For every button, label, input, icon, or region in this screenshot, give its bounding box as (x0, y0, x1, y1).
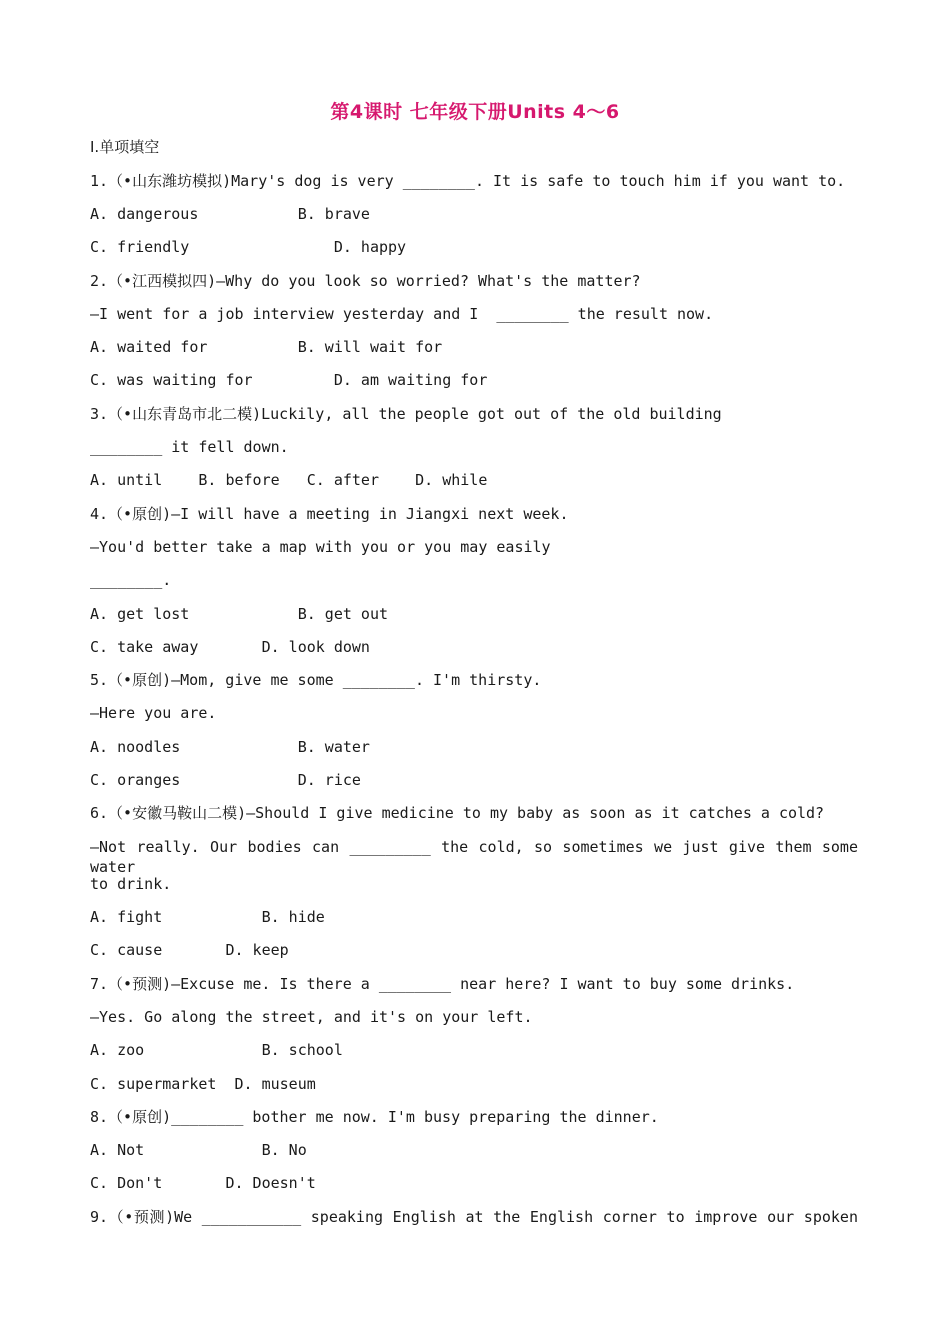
question-7-stem: 7.（•预测)—Excuse me. Is there a ________ near here? I want to buy some drinks. (90, 975, 795, 993)
question-8-options-ab: A. Not B. No (90, 1141, 307, 1159)
question-6-options-cd: C. cause D. keep (90, 941, 289, 959)
question-2-stem: 2.（•江西模拟四)—Why do you look so worried? What's the matter? (90, 272, 641, 290)
question-7-reply: —Yes. Go along the street, and it's on your left. (90, 1008, 533, 1026)
question-7-options-ab: A. zoo B. school (90, 1041, 343, 1059)
question-6-reply-cont: to drink. (90, 875, 172, 893)
question-3-options: A. until B. before C. after D. while (90, 471, 488, 489)
question-4-reply-cont: ________. (90, 571, 172, 589)
question-1-stem: 1.（•山东潍坊模拟)Mary's dog is very ________. It is safe to touch him if you want to. (90, 172, 846, 190)
question-2-options-ab: A. waited for B. will wait for (90, 338, 443, 356)
question-5-options-ab: A. noodles B. water (90, 738, 370, 756)
question-4-options-ab: A. get lost B. get out (90, 605, 389, 623)
question-3-stem: 3.（•山东青岛市北二模)Luckily, all the people got out of the old building (90, 405, 722, 423)
question-2-reply: —I went for a job interview yesterday and I ________ the result now. (90, 305, 714, 323)
question-5-stem: 5.（•原创)—Mom, give me some ________. I'm thirsty. (90, 671, 542, 689)
page-title: 第4课时 七年级下册Units 4～6 (330, 101, 620, 123)
question-5-reply: —Here you are. (90, 704, 217, 722)
section-heading: Ⅰ.单项填空 (90, 138, 160, 156)
question-3-stem-cont: ________ it fell down. (90, 438, 289, 456)
question-7-options-cd: C. supermarket D. museum (90, 1075, 316, 1093)
question-9-stem: 9.（•预测)We ___________ speaking English at the English corner to improve our spoken (90, 1208, 858, 1226)
question-2-options-cd: C. was waiting for D. am waiting for (90, 371, 488, 389)
question-6-options-ab: A. fight B. hide (90, 908, 325, 926)
question-4-stem: 4.（•原创)—I will have a meeting in Jiangxi next week. (90, 505, 569, 523)
question-6-reply: —Not really. Our bodies can _________ the cold, so sometimes we just give them some water (90, 838, 858, 876)
question-1-options-cd: C. friendly D. happy (90, 238, 407, 256)
question-4-options-cd: C. take away D. look down (90, 638, 370, 656)
question-4-reply: —You'd better take a map with you or you may easily (90, 538, 551, 556)
question-8-stem: 8.（•原创)________ bother me now. I'm busy preparing the dinner. (90, 1108, 659, 1126)
question-8-options-cd: C. Don't D. Doesn't (90, 1174, 316, 1192)
question-5-options-cd: C. oranges D. rice (90, 771, 361, 789)
question-6-stem: 6.（•安徽马鞍山二模)—Should I give medicine to my baby as soon as it catches a cold? (90, 804, 825, 822)
question-1-options-ab: A. dangerous B. brave (90, 205, 370, 223)
